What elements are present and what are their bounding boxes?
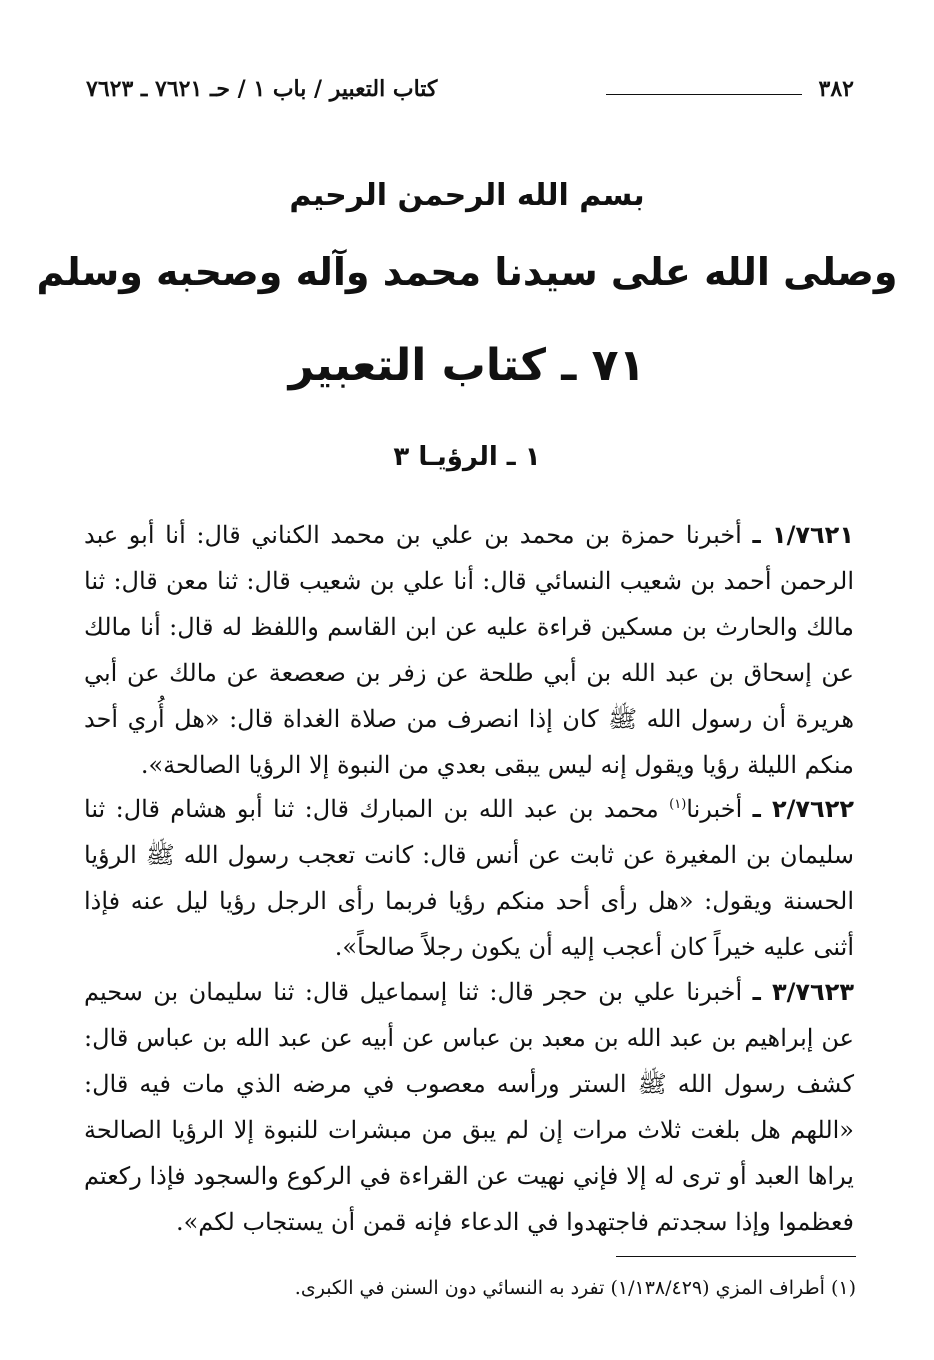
hadith-text-lead: أخبرنا bbox=[686, 795, 743, 823]
hadith-text: محمد بن عبد الله بن المبارك قال: ثنا أبو هشام قال: ثنا سليمان بن المغيرة عن ثابت عن أنس قال: كانت تعجب رسول الله ﷺ الرؤيا الحسنة ويقول: «هل رأى أحد منكم رؤيا فربما رأى الرجل رؤيا ليل عنه فإذا أثنى عليه خيراً كان أعجب إليه أن يكون رجلاً صالحاً». bbox=[84, 795, 854, 961]
hadith-paragraph bbox=[84, 969, 854, 1245]
hadith-text: أخبرنا حمزة بن محمد بن علي بن محمد الكناني قال: أنا أبو عبد الرحمن أحمد بن شعيب النسائي قال: أنا علي بن شعيب قال: ثنا معن قال: ثنا مالك والحارث بن مسكين قراءة عليه عن ابن القاسم واللفظ له قال: أنا مالك عن إسحاق بن عبد الله بن أبي طلحة عن زفر بن صعصعة عن مالك عن أبي هريرة أن رسول الله ﷺ كان إذا انصرف من صلاة الغداة قال: «هل أُري أحد منكم الليلة رؤيا ويقول إنه ليس يبقى بعدي من النبوة إلا الرؤيا الصالحة». bbox=[84, 521, 855, 779]
running-title: كتاب التعبير / باب ١ / حـ ٧٦٢١ ـ ٧٦٢٣ bbox=[86, 76, 438, 102]
footnote-reference[interactable]: (١) bbox=[669, 797, 687, 812]
hadith-number: ٣/٧٦٢٣ ـ bbox=[752, 978, 854, 1006]
page-number: ٣٨٢ bbox=[818, 76, 854, 102]
salawat: وصلى الله على سيدنا محمد وآله وصحبه وسلم bbox=[36, 250, 898, 294]
basmala: بسم الله الرحمن الرحيم bbox=[289, 178, 645, 213]
footnote: (١) أطراف المزي (١/١٣٨/٤٢٩) تفرد به النسائي دون السنن في الكبرى. bbox=[294, 1277, 856, 1299]
hadith-number: ١/٧٦٢١ ـ bbox=[752, 521, 854, 549]
header-rule bbox=[606, 94, 802, 95]
book-title: ٧١ ـ كتاب التعبير bbox=[288, 340, 646, 391]
chapter-title: ١ ـ الرؤيـا ٣ bbox=[393, 442, 541, 472]
hadith-text: أخبرنا علي بن حجر قال: ثنا إسماعيل قال: ثنا سليمان بن سحيم عن إبراهيم بن عبد الله بن معبد بن عباس عن أبيه عن عبد الله بن عباس قال: كشف رسول الله ﷺ الستر ورأسه معصوب في مرضه الذي مات فيه قال: «اللهم هل بلغت ثلاث مرات إن لم يبق من مبشرات للنبوة إلا الرؤيا الصالحة يراها العبد أو ترى له إلا فإني نهيت عن القراءة في الركوع والسجود فإذا ركعتم فعظموا وإذا سجدتم فاجتهدوا في الدعاء فإنه قمن أن يستجاب لكم». bbox=[84, 978, 854, 1236]
footnote-separator bbox=[616, 1256, 856, 1257]
running-header bbox=[80, 72, 854, 112]
hadith-number: ٢/٧٦٢٢ ـ bbox=[752, 795, 854, 823]
hadith-paragraph bbox=[84, 786, 854, 970]
hadith-paragraph bbox=[84, 512, 854, 788]
